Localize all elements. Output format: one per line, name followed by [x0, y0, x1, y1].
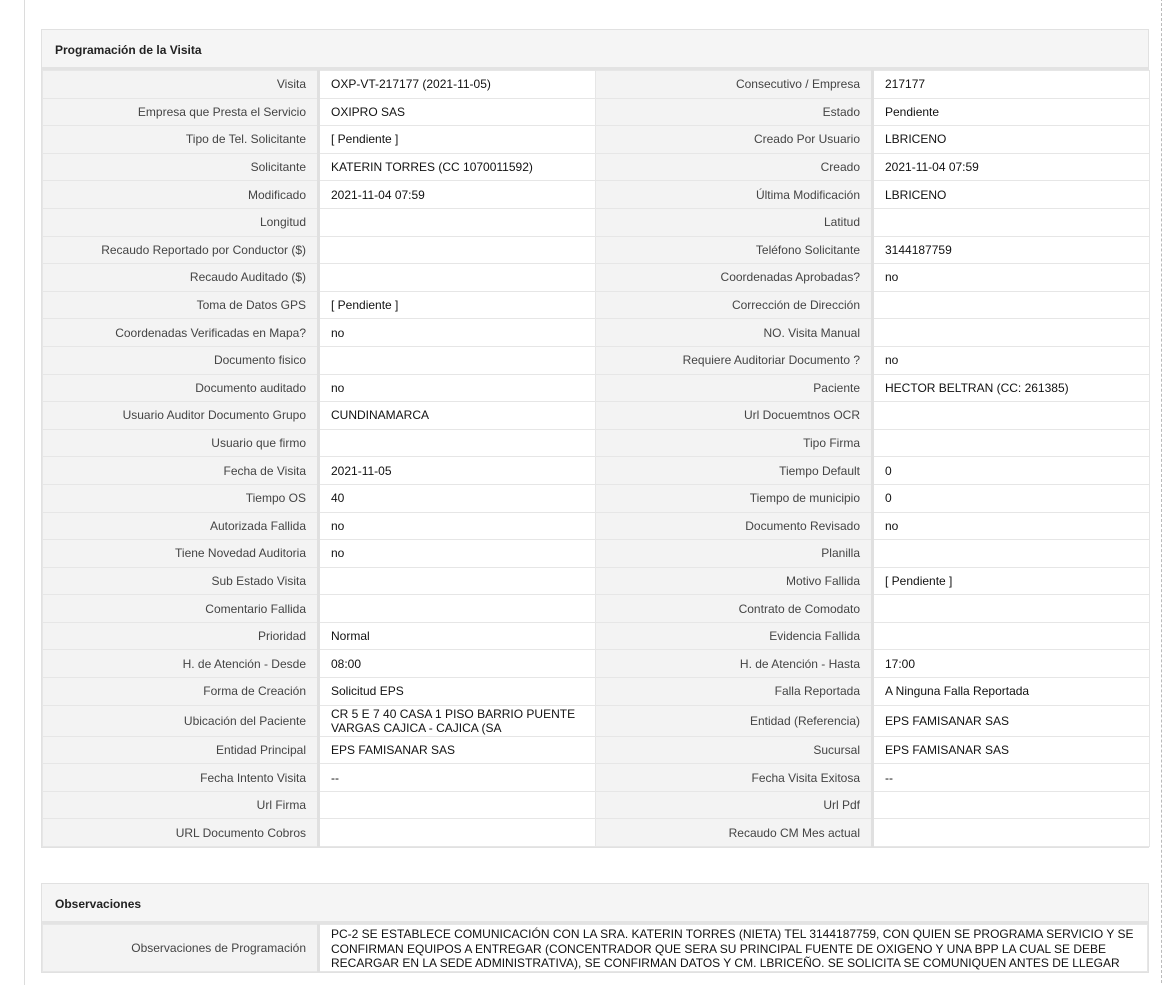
- field-value: no: [873, 512, 1150, 540]
- field-label: Autorizada Fallida: [43, 512, 319, 540]
- field-label: Entidad Principal: [43, 736, 319, 764]
- table-row: [43, 71, 1150, 99]
- field-label: Url Firma: [43, 791, 319, 819]
- field-value: [873, 402, 1150, 430]
- visit-schedule-panel: [41, 29, 1149, 848]
- field-value: Pendiente: [873, 98, 1150, 126]
- field-value: [319, 567, 596, 595]
- table-row: [43, 181, 1150, 209]
- field-label: Prioridad: [43, 622, 319, 650]
- field-label: Tiempo Default: [596, 457, 873, 485]
- field-value: --: [873, 764, 1150, 792]
- field-value: EPS FAMISANAR SAS: [873, 736, 1150, 764]
- observations-table: [42, 924, 1148, 972]
- field-label: Documento fisico: [43, 346, 319, 374]
- observations-panel: [41, 883, 1149, 973]
- field-label: Creado: [596, 153, 873, 181]
- field-value: EPS FAMISANAR SAS: [319, 736, 596, 764]
- field-label: Entidad (Referencia): [596, 705, 873, 736]
- field-value: --: [319, 764, 596, 792]
- table-row: [43, 650, 1150, 678]
- field-value: no: [319, 540, 596, 568]
- field-value: OXIPRO SAS: [319, 98, 596, 126]
- field-label: Tiempo OS: [43, 484, 319, 512]
- table-row: [43, 512, 1150, 540]
- field-label: Latitud: [596, 208, 873, 236]
- field-value: 0: [873, 484, 1150, 512]
- field-value: [319, 236, 596, 264]
- visit-schedule-title: Programación de la Visita: [42, 30, 1148, 70]
- field-value: [319, 429, 596, 457]
- field-value: [873, 319, 1150, 347]
- field-label: URL Documento Cobros: [43, 819, 319, 847]
- observations-text: PC-2 SE ESTABLECE COMUNICACIÓN CON LA SRA. KATERIN TORRES (NIETA) TEL 3144187759, CON QUIEN SE PROGRAMA SERVICIO Y SE CONFIRMAN EQUIPOS A ENTREGAR (CONCENTRADOR QUE SERA SU PRINCIPAL FUENTE DE OXIGENO Y UNA BPP LA CUAL SE DEBE RECARGAR EN LA SEDE ADMINISTRATIVA), SE CONFIRMAN DATOS Y CM. LBRICEÑO. SE SOLICITA SE COMUNIQUEN ANTES DE LLEGAR: [319, 925, 1148, 972]
- field-label: Toma de Datos GPS: [43, 291, 319, 319]
- field-value: [319, 819, 596, 847]
- field-label: Coordenadas Verificadas en Mapa?: [43, 319, 319, 347]
- field-label: Planilla: [596, 540, 873, 568]
- field-value: 08:00: [319, 650, 596, 678]
- field-value: CR 5 E 7 40 CASA 1 PISO BARRIO PUENTE VARGAS CAJICA - CAJICA (SA: [319, 705, 596, 736]
- table-row: [43, 291, 1150, 319]
- table-row: [43, 457, 1150, 485]
- field-value: [319, 791, 596, 819]
- field-value: [873, 291, 1150, 319]
- table-row: [43, 678, 1150, 706]
- field-label: Usuario Auditor Documento Grupo: [43, 402, 319, 430]
- field-label: Modificado: [43, 181, 319, 209]
- field-label: Visita: [43, 71, 319, 99]
- field-label: Tiene Novedad Auditoria: [43, 540, 319, 568]
- table-row: [43, 567, 1150, 595]
- field-value: [ Pendiente ]: [319, 291, 596, 319]
- field-label: Recaudo Auditado ($): [43, 264, 319, 292]
- observations-title: Observaciones: [42, 884, 1148, 924]
- field-value: [ Pendiente ]: [873, 567, 1150, 595]
- field-label: Coordenadas Aprobadas?: [596, 264, 873, 292]
- table-row: [43, 208, 1150, 236]
- visit-details-table: [42, 70, 1150, 847]
- field-label: Falla Reportada: [596, 678, 873, 706]
- field-value: 40: [319, 484, 596, 512]
- field-value: [319, 264, 596, 292]
- field-value: no: [319, 319, 596, 347]
- table-row: [43, 595, 1150, 623]
- field-value: Solicitud EPS: [319, 678, 596, 706]
- table-row: [43, 264, 1150, 292]
- table-row: [43, 126, 1150, 154]
- field-label: Corrección de Dirección: [596, 291, 873, 319]
- field-label: Fecha Visita Exitosa: [596, 764, 873, 792]
- field-value: [873, 622, 1150, 650]
- table-row: [43, 622, 1150, 650]
- field-value: no: [873, 346, 1150, 374]
- field-label: Paciente: [596, 374, 873, 402]
- field-label: Última Modificación: [596, 181, 873, 209]
- field-label: Tipo Firma: [596, 429, 873, 457]
- field-value: [319, 595, 596, 623]
- field-value: 2021-11-04 07:59: [873, 153, 1150, 181]
- field-value: 2021-11-04 07:59: [319, 181, 596, 209]
- field-value: 0: [873, 457, 1150, 485]
- field-label: Tipo de Tel. Solicitante: [43, 126, 319, 154]
- field-label: Estado: [596, 98, 873, 126]
- table-row: [43, 374, 1150, 402]
- field-label: Fecha Intento Visita: [43, 764, 319, 792]
- field-label: Consecutivo / Empresa: [596, 71, 873, 99]
- field-value: 2021-11-05: [319, 457, 596, 485]
- field-value: [873, 540, 1150, 568]
- field-label: H. de Atención - Desde: [43, 650, 319, 678]
- field-label: Evidencia Fallida: [596, 622, 873, 650]
- field-value: A Ninguna Falla Reportada: [873, 678, 1150, 706]
- field-label: Tiempo de municipio: [596, 484, 873, 512]
- field-label: Longitud: [43, 208, 319, 236]
- field-label: Fecha de Visita: [43, 457, 319, 485]
- table-row: [43, 484, 1150, 512]
- table-row: [43, 346, 1150, 374]
- field-label: Contrato de Comodato: [596, 595, 873, 623]
- field-label: NO. Visita Manual: [596, 319, 873, 347]
- field-value: [319, 346, 596, 374]
- field-label: Sucursal: [596, 736, 873, 764]
- field-value: [873, 819, 1150, 847]
- field-label: Usuario que firmo: [43, 429, 319, 457]
- table-row: [43, 791, 1150, 819]
- table-row: [43, 319, 1150, 347]
- field-value: no: [319, 512, 596, 540]
- field-value: CUNDINAMARCA: [319, 402, 596, 430]
- field-value: 217177: [873, 71, 1150, 99]
- field-label: Requiere Auditoriar Documento ?: [596, 346, 873, 374]
- field-label: Empresa que Presta el Servicio: [43, 98, 319, 126]
- table-row: [43, 402, 1150, 430]
- field-label: Motivo Fallida: [596, 567, 873, 595]
- field-label: Ubicación del Paciente: [43, 705, 319, 736]
- field-label: H. de Atención - Hasta: [596, 650, 873, 678]
- field-label: Comentario Fallida: [43, 595, 319, 623]
- field-value: KATERIN TORRES (CC 1070011592): [319, 153, 596, 181]
- field-value: HECTOR BELTRAN (CC: 261385): [873, 374, 1150, 402]
- field-label: Solicitante: [43, 153, 319, 181]
- observations-label: Observaciones de Programación: [43, 925, 319, 972]
- table-row: [43, 540, 1150, 568]
- observations-row: [43, 925, 1148, 972]
- field-value: LBRICENO: [873, 126, 1150, 154]
- field-label: Url Pdf: [596, 791, 873, 819]
- field-value: 3144187759: [873, 236, 1150, 264]
- field-label: Documento auditado: [43, 374, 319, 402]
- field-value: [873, 429, 1150, 457]
- field-value: EPS FAMISANAR SAS: [873, 705, 1150, 736]
- table-row: [43, 98, 1150, 126]
- table-row: [43, 736, 1150, 764]
- field-label: Sub Estado Visita: [43, 567, 319, 595]
- field-value: no: [873, 264, 1150, 292]
- field-label: Recaudo CM Mes actual: [596, 819, 873, 847]
- table-row: [43, 705, 1150, 736]
- field-label: Forma de Creación: [43, 678, 319, 706]
- field-value: [319, 208, 596, 236]
- table-row: [43, 153, 1150, 181]
- field-value: [873, 208, 1150, 236]
- field-label: Teléfono Solicitante: [596, 236, 873, 264]
- field-value: no: [319, 374, 596, 402]
- field-value: [ Pendiente ]: [319, 126, 596, 154]
- field-value: 17:00: [873, 650, 1150, 678]
- field-label: Creado Por Usuario: [596, 126, 873, 154]
- field-value: LBRICENO: [873, 181, 1150, 209]
- field-label: Recaudo Reportado por Conductor ($): [43, 236, 319, 264]
- field-value: [873, 595, 1150, 623]
- table-row: [43, 819, 1150, 847]
- field-value: Normal: [319, 622, 596, 650]
- field-value: [873, 791, 1150, 819]
- field-label: Url Docuemtnos OCR: [596, 402, 873, 430]
- table-row: [43, 429, 1150, 457]
- table-row: [43, 236, 1150, 264]
- table-row: [43, 764, 1150, 792]
- field-label: Documento Revisado: [596, 512, 873, 540]
- field-value: OXP-VT-217177 (2021-11-05): [319, 71, 596, 99]
